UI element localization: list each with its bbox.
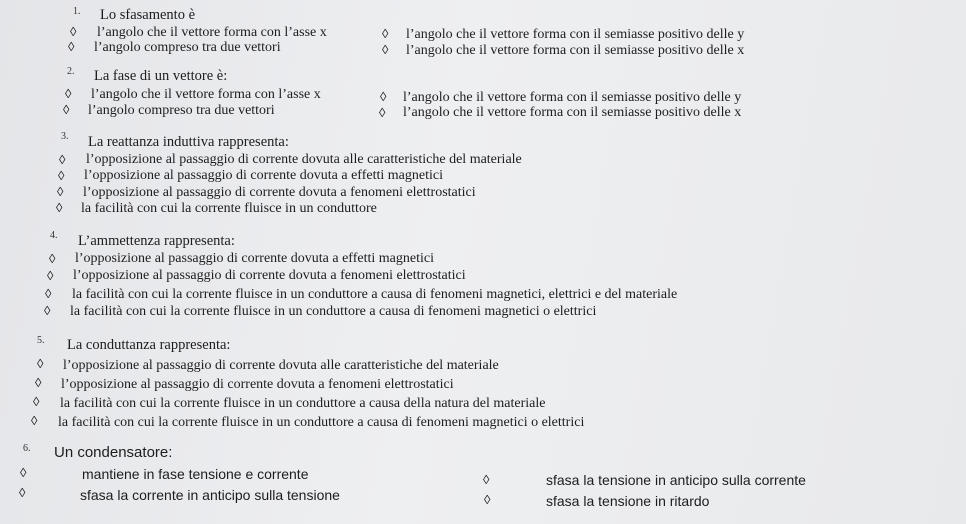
diamond-bullet-icon: ◊ xyxy=(57,184,64,199)
question-number: 5. xyxy=(37,335,45,346)
question-stem: Un condensatore: xyxy=(54,444,173,461)
option-text: l’angolo che il vettore forma con il semiasse positivo delle x xyxy=(403,105,742,120)
question-number: 2. xyxy=(67,66,75,77)
diamond-bullet-icon: ◊ xyxy=(484,492,491,507)
diamond-bullet-icon: ◊ xyxy=(33,394,40,409)
question-number: 1. xyxy=(73,6,81,17)
option-text: sfasa la tensione in anticipo sulla corrente xyxy=(546,472,806,488)
diamond-bullet-icon: ◊ xyxy=(63,102,70,117)
question-number: 4. xyxy=(50,230,58,241)
question-stem: La conduttanza rappresenta: xyxy=(67,337,231,353)
question-number: 3. xyxy=(61,131,69,142)
option-text: mantiene in fase tensione e corrente xyxy=(82,466,309,482)
diamond-bullet-icon: ◊ xyxy=(483,472,490,487)
option-text: l’angolo compreso tra due vettori xyxy=(94,40,281,55)
option-text: l’angolo compreso tra due vettori xyxy=(88,103,275,118)
diamond-bullet-icon: ◊ xyxy=(382,42,389,57)
diamond-bullet-icon: ◊ xyxy=(379,105,386,120)
question-stem: La fase di un vettore è: xyxy=(94,68,228,84)
diamond-bullet-icon: ◊ xyxy=(47,268,54,283)
diamond-bullet-icon: ◊ xyxy=(35,375,42,390)
option-text: la facilità con cui la corrente fluisce in un conduttore a causa di fenomeni magnetici, elettrici e del materiale xyxy=(72,287,678,302)
option-text: sfasa la tensione in ritardo xyxy=(546,493,710,509)
diamond-bullet-icon: ◊ xyxy=(37,356,44,371)
option-text: l’angolo che il vettore forma con il semiasse positivo delle x xyxy=(406,43,745,58)
question-stem: La reattanza induttiva rappresenta: xyxy=(88,134,289,150)
option-text: l’opposizione al passaggio di corrente dovuta alle caratteristiche del materiale xyxy=(86,152,522,167)
diamond-bullet-icon: ◊ xyxy=(56,200,63,215)
question-stem: Lo sfasamento è xyxy=(100,7,196,23)
option-text: l’opposizione al passaggio di corrente dovuta a fenomeni elettrostatici xyxy=(73,268,466,283)
question-number: 6. xyxy=(23,443,31,454)
diamond-bullet-icon: ◊ xyxy=(58,168,65,183)
diamond-bullet-icon: ◊ xyxy=(45,286,52,301)
option-text: l’opposizione al passaggio di corrente dovuta alle caratteristiche del materiale xyxy=(63,358,499,373)
diamond-bullet-icon: ◊ xyxy=(65,86,72,101)
option-text: l’opposizione al passaggio di corrente dovuta a effetti magnetici xyxy=(84,168,443,183)
diamond-bullet-icon: ◊ xyxy=(19,485,26,500)
diamond-bullet-icon: ◊ xyxy=(68,39,75,54)
option-text: la facilità con cui la corrente fluisce in un conduttore a causa della natura del materiale xyxy=(60,396,546,411)
option-text: la facilità con cui la corrente fluisce in un conduttore xyxy=(81,201,377,216)
diamond-bullet-icon: ◊ xyxy=(44,303,51,318)
option-text: sfasa la corrente in anticipo sulla tensione xyxy=(80,487,340,503)
diamond-bullet-icon: ◊ xyxy=(380,89,387,104)
diamond-bullet-icon: ◊ xyxy=(70,24,77,39)
option-text: la facilità con cui la corrente fluisce in un conduttore a causa di fenomeni magnetici o elettrici xyxy=(70,304,597,319)
option-text: la facilità con cui la corrente fluisce in un conduttore a causa di fenomeni magnetici o elettrici xyxy=(58,415,585,430)
option-text: l’opposizione al passaggio di corrente dovuta a effetti magnetici xyxy=(75,251,434,266)
option-text: l’opposizione al passaggio di corrente dovuta a fenomeni elettrostatici xyxy=(61,377,454,392)
question-stem: L’ammettenza rappresenta: xyxy=(78,233,235,249)
diamond-bullet-icon: ◊ xyxy=(49,251,56,266)
diamond-bullet-icon: ◊ xyxy=(382,26,389,41)
option-text: l’angolo che il vettore forma con l’asse x xyxy=(91,87,321,102)
option-text: l’angolo che il vettore forma con l’asse x xyxy=(97,25,327,40)
diamond-bullet-icon: ◊ xyxy=(31,413,38,428)
diamond-bullet-icon: ◊ xyxy=(59,152,66,167)
option-text: l’opposizione al passaggio di corrente dovuta a fenomeni elettrostatici xyxy=(83,185,476,200)
option-text: l’angolo che il vettore forma con il semiasse positivo delle y xyxy=(403,90,742,105)
option-text: l’angolo che il vettore forma con il semiasse positivo delle y xyxy=(406,27,745,42)
diamond-bullet-icon: ◊ xyxy=(20,465,27,480)
